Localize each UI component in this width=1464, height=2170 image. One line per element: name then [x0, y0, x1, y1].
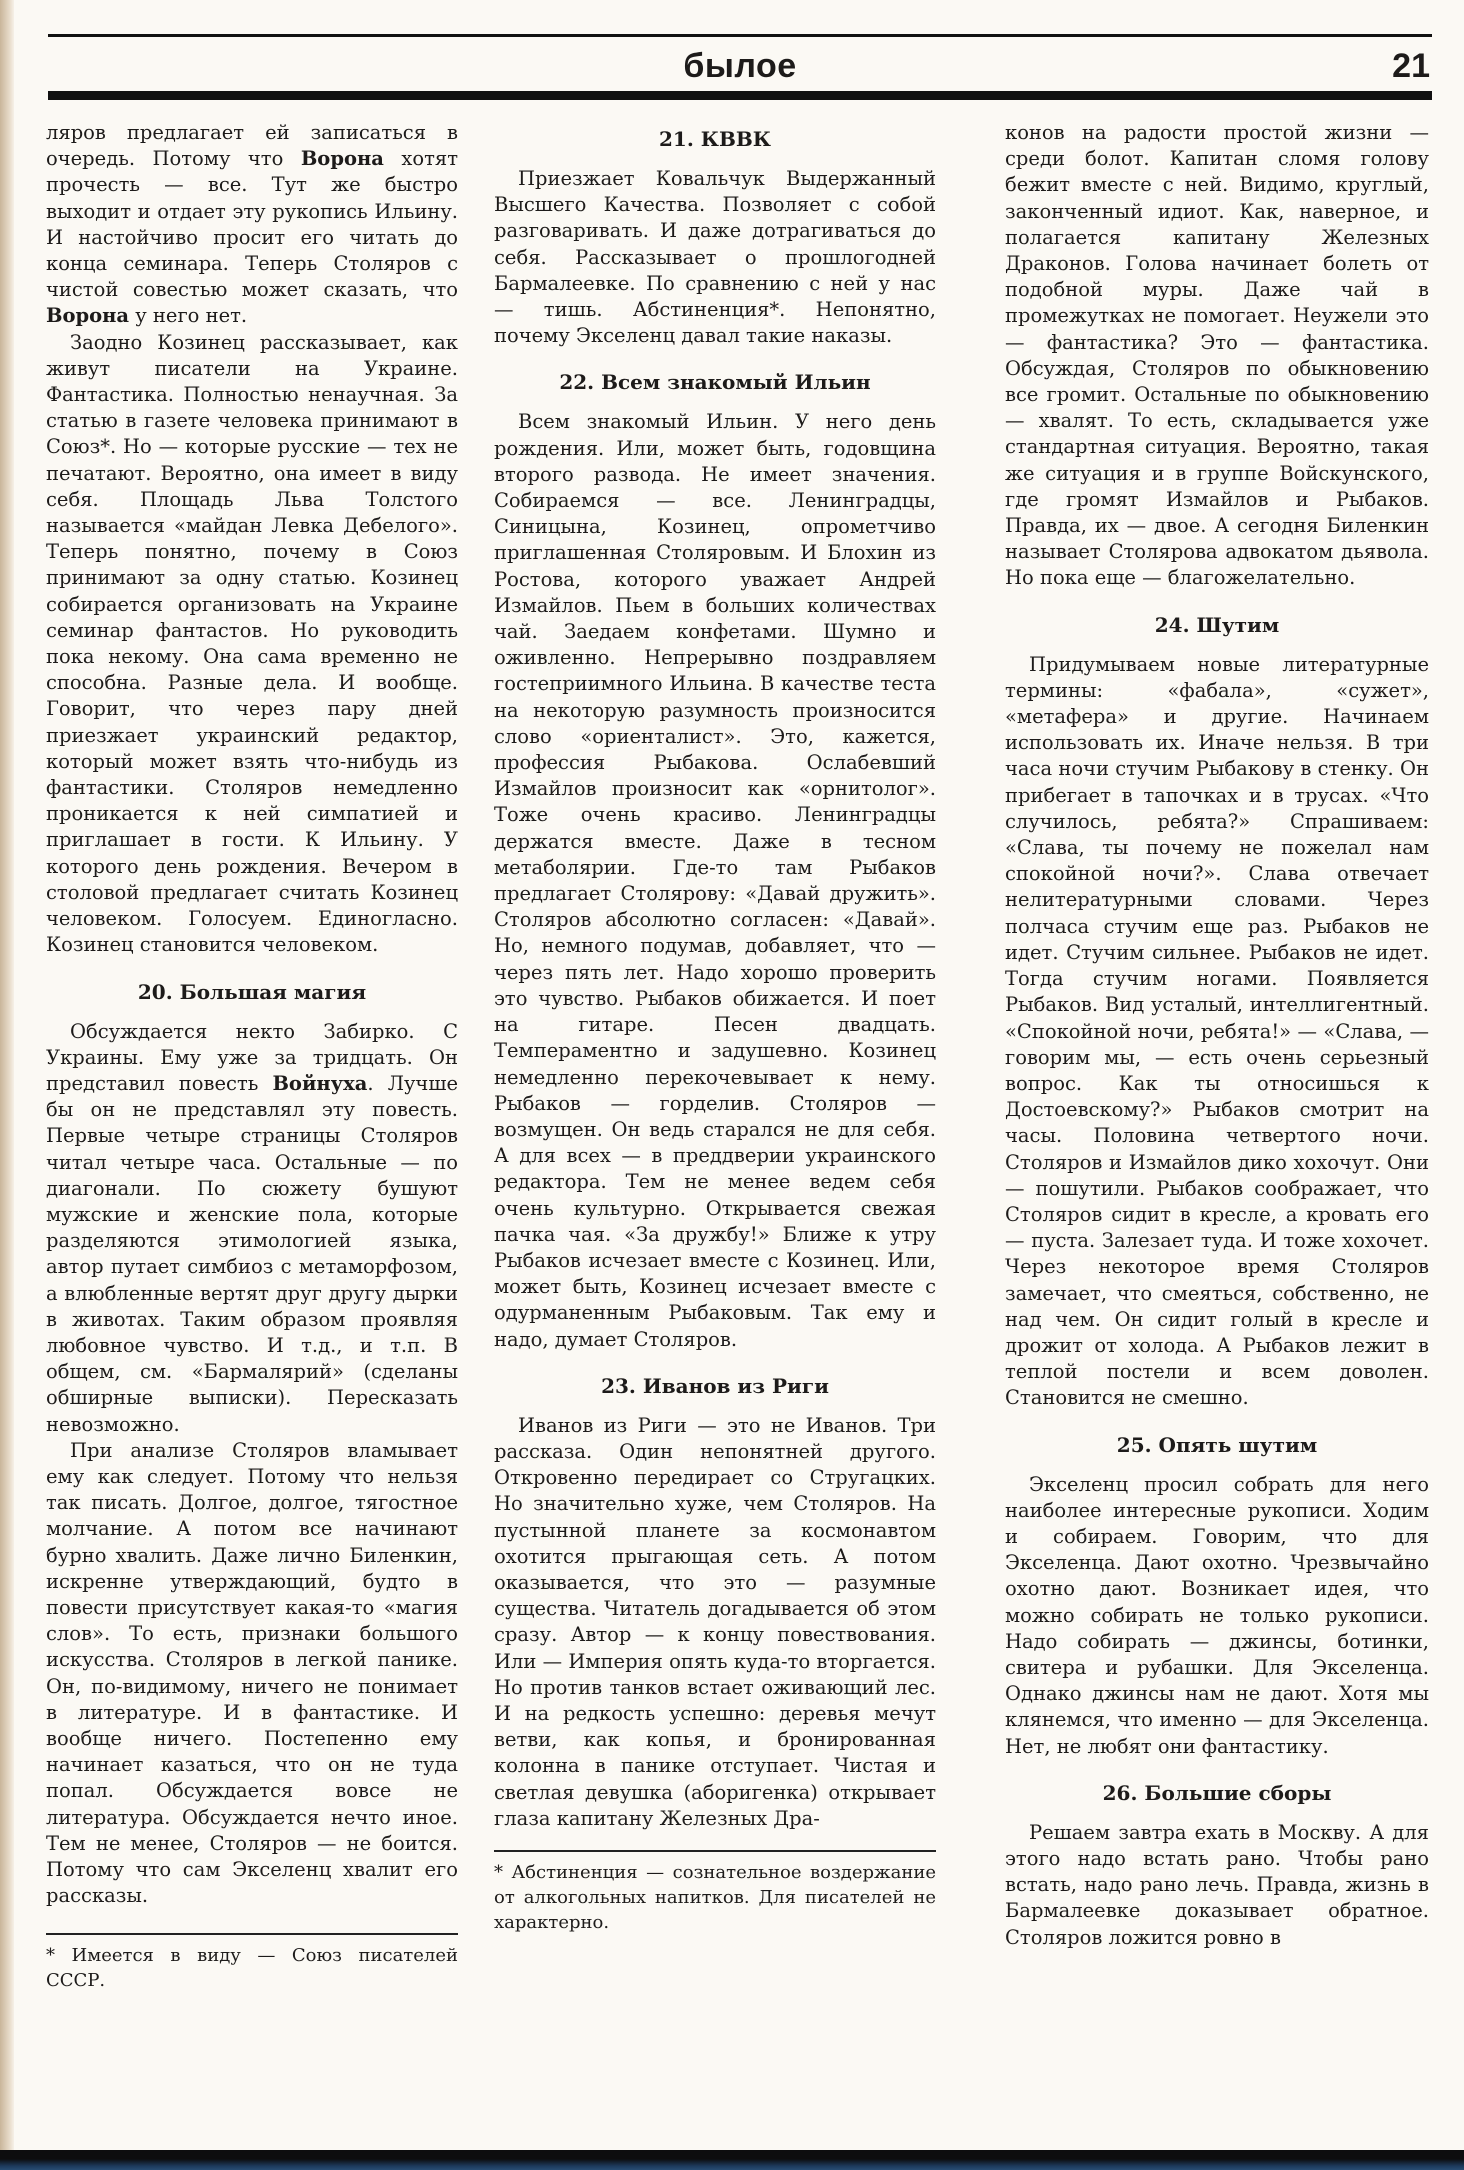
scan-bottom-edge	[0, 2150, 1464, 2170]
paragraph: Иванов из Риги — это не Иванов. Три рассказа. Один непонятней другого. Откровенно передирает со Стругацких. Но значительно хуже, чем Столяров. На пустынной планете за космонавтом охотится прыгающая сеть. А потом оказывается, что это — разумные существа. Читатель догадывается об этом сразу. Автор — к концу повествования. Или — Империя опять куда-то вторгается. Но против танков встает оживающий лес. И на редкость успешно: деревья мечут ветви, как копья, и бронированная колонна в панике отступает. Чистая и светлая девушка (аборигенка) открывает глаза капитану Железных Дра-	[494, 1413, 936, 1830]
paragraph: Заодно Козинец рассказывает, как живут писатели на Украине. Фантастика. Полностью ненаучная. За статью в газете человека принимают в Союз*. Но — которые русские — тех не печатают. Вероятно, она имеет в виду себя. Площадь Льва Толстого называется «майдан Левка Дебелого». Теперь понятно, почему в Союз принимают за одну статью. Козинец собирается организовать на Украине семинар фантастов. Но руководить пока некому. Она сама временно не способна. Разные дела. И вообще. Говорит, что через пару дней приезжает украинский редактор, который может взять что-нибудь из фантастики. Столяров немедленно проникается к ней симпатией и приглашает в гости. К Ильину. У которого день рождения. Вечером в столовой предлагает считать Козинец человеком. Голосуем. Единогласно. Козинец становится человеком.	[46, 330, 458, 957]
footnote: * Имеется в виду — Союз писателей СССР.	[46, 1945, 458, 1992]
bold-title: Ворона	[46, 304, 130, 328]
text: хотят прочесть — все. Тут же быстро выходит и отдает эту рукопись Ильину. И настойчиво просит его читать до конца семинара. Теперь Столяров с чистой совестью может сказать, что	[46, 147, 458, 302]
heading-21: 21. КВВК	[659, 127, 771, 151]
paragraph: Придумываем новые литературные термины: «фабала», «сужет», «метафера» и другие. Начинаем использовать их. Иначе нельзя. В три часа ночи стучим Рыбакову в стенку. Он прибегает в тапочках и в трусах. «Что случилось, ребята?» Спрашиваем: «Слава, ты почему не пожелал нам спокойной ночи?». Слава отвечает нелитературными словами. Через полчаса стучим еще раз. Рыбаков не идет. Стучим сильнее. Рыбаков не идет. Тогда стучим ногами. Появляется Рыбаков. Вид усталый, интеллигентный. «Спокойной ночи, ребята!» — «Слава, — говорим мы, — есть очень серьезный вопрос. Как ты относишься к Достоевскому?» Рыбаков смотрит на часы. Половина четвертого ночи. Столяров и Измайлов дико хохочут. Они — пошутили. Рыбаков соображает, что Столяров сидит в кресле, а кровать его — пуста. Залезает туда. И тоже хохочет. Через некоторое время Столяров замечает, что смеяться, собственно, не над чем. Он сидит голый в кресле и дрожит от холода. А Рыбаков лежит в теплой постели и всем доволен. Становится не смешно.	[1005, 652, 1429, 1410]
column-1	[46, 120, 458, 1993]
text: . Лучше бы он не представлял эту повесть. Первые четыре страницы Столяров читал четыре часа. Остальные — по диагонали. По сюжету бушуют мужские и женские пола, которые разделяются этимологией языка, автор путает симбиоз с метаморфозом, а влюбленные вертят друг другу дырки в животах. Таким образом проявляя любовное чувство. И т.д., и т.п. В общем, см. «Бармалярий» (сделаны обширные выписки). Пересказать невозможно.	[46, 1071, 458, 1436]
paragraph: Всем знакомый Ильин. У него день рождения. Или, может быть, годовщина второго развода. Не имеет значения. Собираемся — все. Ленинградцы, Синицына, Козинец, опрометчиво приглашенная Столяровым. И Блохин из Ростова, которого уважает Андрей Измайлов. Пьем в больших количествах чай. Заедаем конфетами. Шумно и оживленно. Непрерывно поздравляем гостеприимного Ильина. В качестве теста на некоторую разумность произносится слово «ориенталист». Это, кажется, профессия Рыбакова. Ослабевший Измайлов произносит как «орнитолог». Тоже очень красиво. Ленинградцы держатся вместе. Даже в тесном метаболярии. Где-то там Рыбаков предлагает Столярову: «Давай дружить». Столяров абсолютно согласен: «Давай». Но, немного подумав, добавляет, что — через пять лет. Надо хорошо проверить это чувство. Рыбаков обижается. И поет на гитаре. Песен двадцать. Темпераментно и задушевно. Козинец немедленно перекочевывает к нему. Рыбаков — горделив. Столяров — возмущен. Он ведь старался не для себя. А для всех — в преддверии украинского редактора. Тем не менее ведем себя очень культурно. Открывается свежая пачка чая. «За дружбу!» Ближе к утру Рыбаков исчезает вместе с Козинец. Или, может быть, Козинец исчезает вместе с одурманенным Рыбаковым. Так ему и надо, думает Столяров.	[494, 410, 936, 1351]
bold-title: Ворона	[300, 147, 384, 171]
heading-23: 23. Иванов из Риги	[601, 1373, 829, 1398]
bold-title: Войнуха	[272, 1071, 368, 1095]
header-rule-top	[48, 34, 1432, 37]
page-number: 21	[1392, 47, 1430, 85]
header-rule-bottom	[48, 91, 1432, 100]
footnote-divider	[46, 1933, 458, 1935]
paragraph: Приезжает Ковальчук Выдержанный Высшего Качества. Позволяет с собой разговаривать. И даже дотрагиваться до себя. Рассказывает о прошлогодней Бармалеевке. По сравнению с ней у нас — тишь. Абстиненция*. Непонятно, почему Экселенц давал такие наказы.	[494, 167, 936, 348]
paragraph	[46, 120, 458, 330]
paragraph: При анализе Столяров вламывает ему как следует. Потому что нельзя так писать. Долгое, долгое, тягостное молчание. А потом все начинают бурно хвалить. Даже лично Биленкин, искренне утверждающий, будто в повести присутствует какая-то «магия слов». То есть, признаки большого искусства. Столяров в легкой панике. Он, по-видимому, ничего не понимает в литературе. И в фантастике. И вообще ничего. Постепенно ему начинает казаться, что он не туда попал. Обсуждается вовсе не литература. Обсуждается нечто иное. Тем не менее, Столяров — не боится. Потому что сам Экселенц хвалит его рассказы.	[46, 1438, 458, 1908]
column-2	[494, 120, 936, 1935]
book-spine-shadow	[0, 0, 14, 2150]
heading-22: 22. Всем знакомый Ильин	[559, 370, 871, 395]
text: Обсуждается некто Забирко. С Украины. Ему уже за тридцать. Он представил повесть	[46, 1019, 458, 1095]
heading-24: 24. Шутим	[1154, 612, 1280, 637]
paragraph: конов на радости простой жизни — среди болот. Капитан сломя голову бежит вместе с ней. Видимо, круглый, законченный идиот. Как, наверное, и полагается капитану Железных Драконов. Голова начинает болеть от подобной муры. Даже чай в промежутках не помогает. Неужели это — фантастика? Это — фантастика. Обсуждая, Столяров по обыкновению все громит. Остальные по обыкновению — хвалят. То есть, складывается уже стандартная ситуация. Вероятно, такая же ситуация и в группе Войскунского, где громят Измайлов и Рыбаков. Правда, их — двое. А сегодня Биленкин называет Столярова адвокатом дьявола. Но пока еще — благожелательно.	[1005, 121, 1429, 590]
heading-20: 20. Большая магия	[137, 979, 367, 1004]
paragraph: Решаем завтра ехать в Москву. А для этого надо встать рано. Чтобы рано встать, надо рано лечь. Правда, жизнь в Бармалеевке доказывает обратное. Столяров ложится ровно в	[1005, 1820, 1429, 1949]
column-3	[1005, 120, 1429, 1951]
footnote-divider	[494, 1850, 936, 1852]
text: ляров предлагает ей записаться в очередь. Потому что	[46, 121, 458, 171]
section-title: былое	[683, 47, 797, 85]
heading-25: 25. Опять шутим	[1116, 1432, 1318, 1457]
paragraph	[46, 1019, 458, 1438]
paragraph: Экселенц просил собрать для него наиболее интересные рукописи. Ходим и собираем. Говорим, что для Экселенца. Дают охотно. Чрезвычайно охотно дают. Возникает идея, что можно собирать не только рукописи. Надо собирать — джинсы, ботинки, свитера и рубашки. Для Экселенца. Однако джинсы нам не дают. Хотя мы клянемся, что именно — для Экселенца. Нет, не любят они фантастику.	[1005, 1472, 1429, 1758]
text: у него нет.	[129, 304, 248, 328]
page-header	[48, 30, 1432, 100]
heading-26: 26. Большие сборы	[1102, 1780, 1332, 1805]
footnote: * Абстиненция — сознательное воздержание от алкогольных напитков. Для писателей не характерно.	[494, 1861, 936, 1933]
